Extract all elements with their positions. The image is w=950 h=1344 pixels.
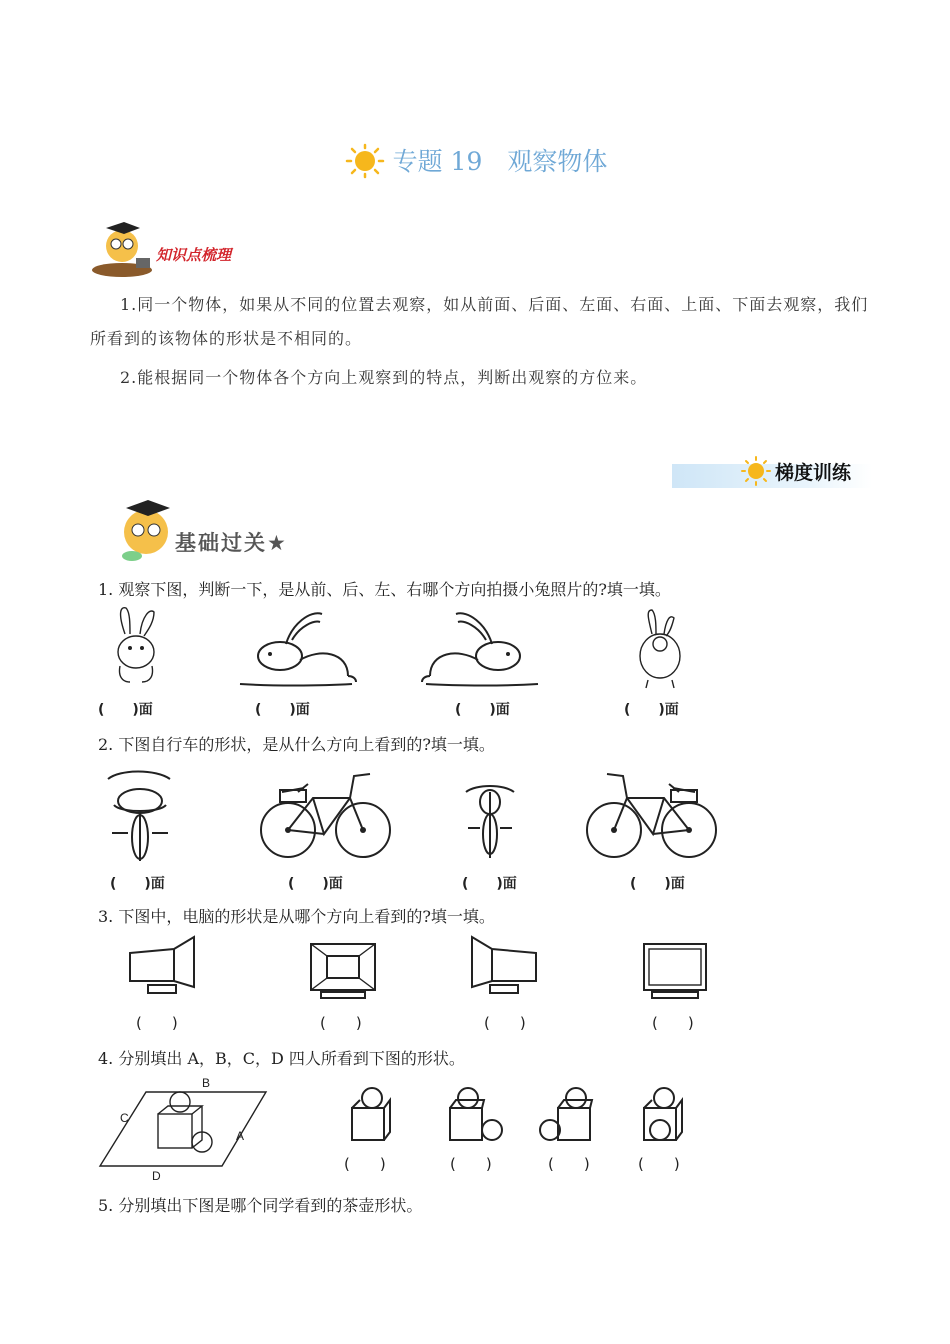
title-text: 专题 19 观察物体 [392,147,608,176]
scene-label-c: C [120,1111,129,1125]
basic-section-label: 基础过关★ [175,531,288,555]
answer-blank[interactable]: ( )面 [255,702,310,718]
mascot-reading-icon [90,220,156,282]
scene-label-b: B [202,1076,211,1090]
bicycle-right-view [258,768,393,867]
answer-blank[interactable]: ( ) [450,1155,492,1173]
knowledge-point-1: 1.同一个物体，如果从不同的位置去观察，如从前面、后面、左面、右面、上面、下面去观察，我们所看到的该物体的形状是不相同的。 [90,295,869,348]
rabbit-left-view [230,604,360,698]
answer-blank[interactable]: ( ) [136,1014,178,1032]
answer-blank[interactable]: ( )面 [110,876,165,892]
cube-ball-scene [96,1074,276,1188]
answer-blank[interactable]: ( )面 [624,702,679,718]
answer-blank[interactable]: ( )面 [288,876,343,892]
question-5: 5. 分别填出下图是哪个同学看到的茶壶形状。 [98,1196,423,1215]
rabbit-back-view [100,604,170,698]
rabbit-right-view [418,604,548,698]
view-ball-top [346,1084,396,1150]
page-title [0,142,950,185]
mascot-graduate-icon [112,498,182,568]
answer-blank[interactable]: ( ) [548,1155,590,1173]
answer-blank[interactable]: ( )面 [630,876,685,892]
training-banner-text: 梯度训练 [775,462,852,484]
scene-label-d: D [152,1169,161,1183]
sun-icon [740,455,772,491]
bicycle-front-view [100,765,180,869]
answer-blank[interactable]: ( ) [652,1014,694,1032]
view-ball-left [536,1084,596,1150]
answer-blank[interactable]: ( ) [484,1014,526,1032]
question-3: 3. 下图中，电脑的形状是从哪个方向上看到的?填一填。 [98,907,495,926]
view-ball-front [638,1084,690,1150]
question-4: 4. 分别填出 A，B，C，D 四人所看到下图的形状。 [98,1049,465,1068]
computer-right-view [468,935,540,1003]
answer-blank[interactable]: ( )面 [455,702,510,718]
bicycle-back-view [460,772,520,866]
knowledge-section-label: 知识点梳理 [156,246,232,264]
view-ball-right [446,1084,506,1150]
answer-blank[interactable]: ( ) [344,1155,386,1173]
question-1: 1. 观察下图，判断一下，是从前、后、左、右哪个方向拍摄小兔照片的?填一填。 [98,580,671,599]
answer-blank[interactable]: ( ) [320,1014,362,1032]
sun-icon [343,143,387,185]
scene-label-a: A [236,1129,245,1143]
answer-blank[interactable]: ( ) [638,1155,680,1173]
knowledge-point-2: 2.能根据同一个物体各个方向上观察到的特点，判断出观察的方位来。 [120,368,648,387]
question-2: 2. 下图自行车的形状，是从什么方向上看到的?填一填。 [98,735,495,754]
answer-blank[interactable]: ( )面 [462,876,517,892]
answer-blank[interactable]: ( )面 [98,702,153,718]
computer-back-view [640,940,712,1008]
computer-front-view [307,940,379,1008]
computer-left-view [126,935,198,1003]
rabbit-front-view [624,604,694,698]
bicycle-left-view [584,768,719,867]
